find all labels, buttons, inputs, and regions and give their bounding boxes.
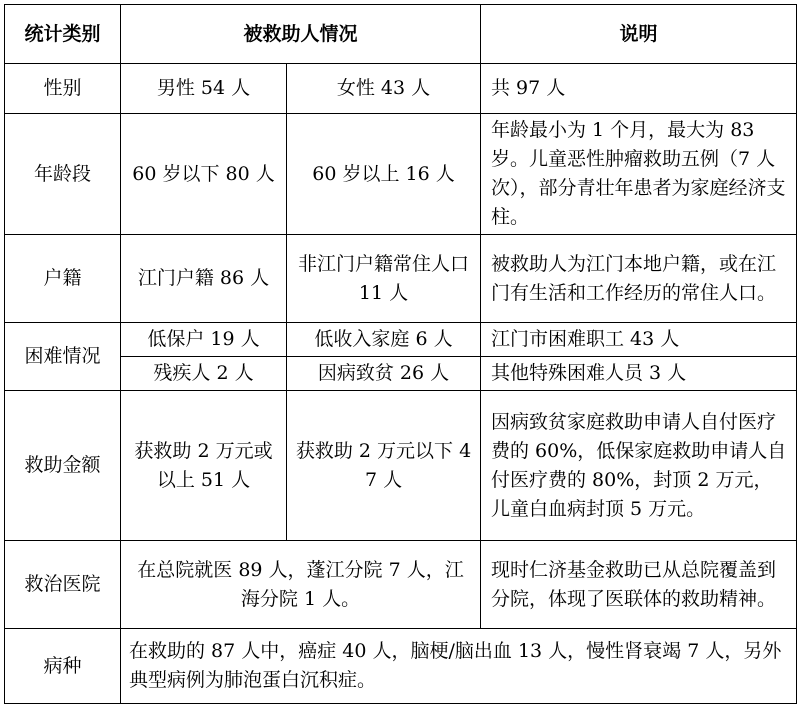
cell-value: 60 岁以下 80 人 — [121, 114, 287, 235]
cell-note: 共 97 人 — [481, 64, 797, 114]
header-category: 统计类别 — [5, 5, 121, 64]
row-label: 性别 — [5, 64, 121, 114]
row-hardship-2 — [5, 357, 797, 391]
cell-note: 因病致贫家庭救助申请人自付医疗费的 60%，低保家庭救助申请人自付医疗费的 80%，封顶 2 万元，儿童白血病封顶 5 万元。 — [481, 391, 797, 541]
row-amount — [5, 391, 797, 541]
cell-note: 被救助人为江门本地户籍，或在江门有生活和工作经历的常住人口。 — [481, 235, 797, 323]
cell-value: 在总院就医 89 人，蓬江分院 7 人，江海分院 1 人。 — [121, 541, 481, 629]
cell-value: 在救助的 87 人中，癌症 40 人，脑梗/脑出血 13 人，慢性肾衰竭 7 人，另外典型病例为肺泡蛋白沉积症。 — [121, 629, 797, 704]
row-disease — [5, 629, 797, 704]
cell-value: 60 岁以上 16 人 — [287, 114, 481, 235]
row-hospital — [5, 541, 797, 629]
cell-value: 女性 43 人 — [287, 64, 481, 114]
cell-value: 因病致贫 26 人 — [287, 357, 481, 391]
cell-value: 男性 54 人 — [121, 64, 287, 114]
cell-value: 低保户 19 人 — [121, 323, 287, 357]
table-header-row — [5, 5, 797, 64]
cell-value: 非江门户籍常住人口 11 人 — [287, 235, 481, 323]
row-label: 病种 — [5, 629, 121, 704]
row-household — [5, 235, 797, 323]
row-gender — [5, 64, 797, 114]
cell-value: 低收入家庭 6 人 — [287, 323, 481, 357]
cell-note: 江门市困难职工 43 人 — [481, 323, 797, 357]
row-label: 救治医院 — [5, 541, 121, 629]
cell-note: 年龄最小为 1 个月，最大为 83 岁。儿童恶性肿瘤救助五例（7 人次），部分青壮年患者为家庭经济支柱。 — [481, 114, 797, 235]
row-age — [5, 114, 797, 235]
row-hardship-1 — [5, 323, 797, 357]
header-recipient-info: 被救助人情况 — [121, 5, 481, 64]
cell-value: 江门户籍 86 人 — [121, 235, 287, 323]
cell-note: 其他特殊困难人员 3 人 — [481, 357, 797, 391]
row-label: 困难情况 — [5, 323, 121, 391]
row-label: 年龄段 — [5, 114, 121, 235]
row-label: 救助金额 — [5, 391, 121, 541]
cell-value: 残疾人 2 人 — [121, 357, 287, 391]
cell-value: 获救助 2 万元或以上 51 人 — [121, 391, 287, 541]
assistance-statistics-table — [4, 4, 797, 704]
row-label: 户籍 — [5, 235, 121, 323]
cell-value: 获救助 2 万元以下 47 人 — [287, 391, 481, 541]
header-note: 说明 — [481, 5, 797, 64]
cell-note: 现时仁济基金救助已从总院覆盖到分院，体现了医联体的救助精神。 — [481, 541, 797, 629]
